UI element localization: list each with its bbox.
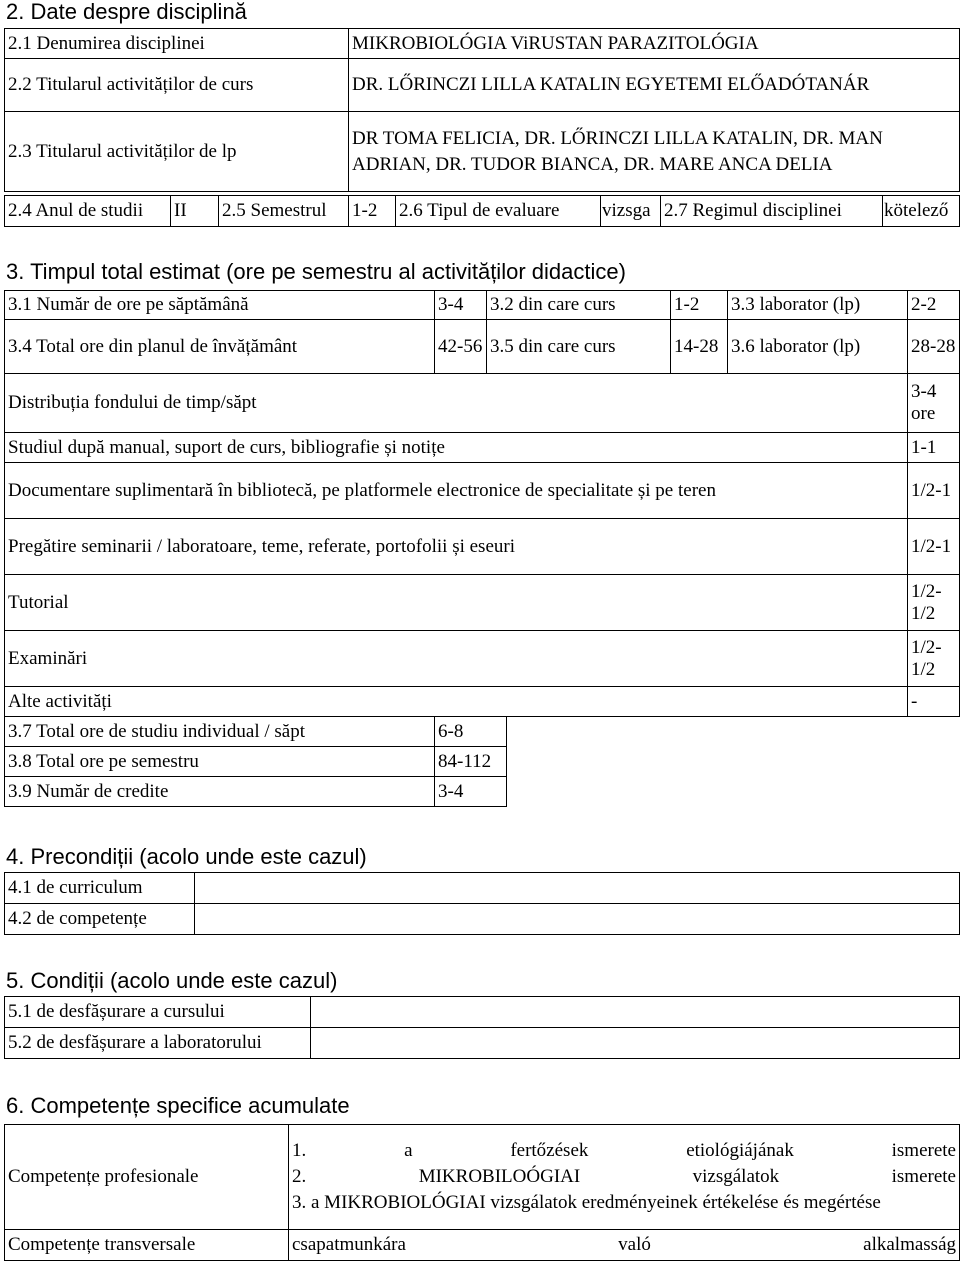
activity-label: Pregătire seminarii / laboratoare, teme, referate, portofolii și eseuri <box>5 519 908 575</box>
precondition-value <box>195 904 960 935</box>
total-value: 3-4 <box>435 777 507 807</box>
lab-holder-label: 2.3 Titularul activităților de lp <box>5 112 349 192</box>
activity-value: 1/2-1/2 <box>908 631 960 687</box>
total-course-value: 14-28 <box>671 320 728 374</box>
semester-value: 1-2 <box>349 196 396 227</box>
precondition-value <box>195 873 960 904</box>
condition-value <box>311 1028 960 1059</box>
distribution-value: 3-4 ore <box>908 374 960 433</box>
activity-label: Documentare suplimentară în bibliotecă, pe platformele electronice de specialitate și pe teren <box>5 463 908 519</box>
total-label: 3.9 Număr de credite <box>5 777 435 807</box>
totals-table <box>4 716 960 807</box>
weekly-lab-value: 2-2 <box>908 291 960 320</box>
professional-competences-label: Competențe profesionale <box>5 1125 289 1230</box>
evaluation-type-label: 2.6 Tipul de evaluare <box>396 196 601 227</box>
total-value: 84-112 <box>435 747 507 777</box>
time-table <box>4 290 960 374</box>
section-4-heading: 4. Precondiții (acolo unde este cazul) <box>6 844 367 869</box>
section-2-heading: 2. Date despre disciplină <box>6 0 247 24</box>
section-6-heading: 6. Competențe specifice acumulate <box>6 1093 350 1118</box>
total-value: 6-8 <box>435 717 507 747</box>
activity-value: 1/2-1 <box>908 463 960 519</box>
activity-value: 1/2-1 <box>908 519 960 575</box>
discipline-regime-value: kötelező <box>883 196 960 227</box>
activity-value: 1/2-1/2 <box>908 575 960 631</box>
course-holder-value: DR. LŐRINCZI LILLA KATALIN EGYETEMI ELŐADÓTANÁR <box>349 59 960 112</box>
total-hours-value: 42-56 <box>435 320 487 374</box>
distribution-label: Distribuția fondului de timp/săpt <box>5 374 908 433</box>
discipline-regime-label: 2.7 Regimul disciplinei <box>661 196 883 227</box>
weekly-hours-label: 3.1 Număr de ore pe săptămână <box>5 291 435 320</box>
weekly-hours-value: 3-4 <box>435 291 487 320</box>
precondition-label: 4.1 de curriculum <box>5 873 195 904</box>
precondition-label: 4.2 de competențe <box>5 904 195 935</box>
study-year-value: II <box>171 196 219 227</box>
blank-cell <box>507 747 960 777</box>
competence-line: 3. a MIKROBIOLÓGIAI vizsgálatok eredményeinek értékelése és megértése <box>292 1192 881 1213</box>
condition-label: 5.2 de desfășurare a laboratorului <box>5 1028 311 1059</box>
blank-cell <box>507 777 960 807</box>
semester-label: 2.5 Semestrul <box>219 196 349 227</box>
total-label: 3.7 Total ore de studiu individual / săpt <box>5 717 435 747</box>
condition-label: 5.1 de desfășurare a cursului <box>5 997 311 1028</box>
course-meta-table <box>4 195 960 227</box>
transversal-competences-value <box>289 1230 960 1261</box>
course-name-value: MIKROBIOLÓGIA ViRUSTAN PARAZITOLÓGIA <box>349 29 960 59</box>
conditions-table <box>4 996 960 1059</box>
weekly-lab-label: 3.3 laborator (lp) <box>728 291 908 320</box>
activity-label: Examinări <box>5 631 908 687</box>
section-5-heading: 5. Condiții (acolo unde este cazul) <box>6 968 338 993</box>
condition-value <box>311 997 960 1028</box>
section-3-heading: 3. Timpul total estimat (ore pe semestru al activităților didactice) <box>6 259 626 284</box>
blank-cell <box>507 717 960 747</box>
transversal-competences-text: csapatmunkára való alkalmasság <box>292 1234 956 1255</box>
activity-label: Alte activități <box>5 687 908 717</box>
total-label: 3.8 Total ore pe semestru <box>5 747 435 777</box>
professional-competences-list <box>289 1125 960 1230</box>
total-course-label: 3.5 din care curs <box>487 320 671 374</box>
activity-label: Studiul după manual, suport de curs, bibliografie și notițe <box>5 433 908 463</box>
activity-value: 1-1 <box>908 433 960 463</box>
weekly-course-label: 3.2 din care curs <box>487 291 671 320</box>
lab-holder-value: DR TOMA FELICIA, DR. LŐRINCZI LILLA KATALIN, DR. MAN ADRIAN, DR. TUDOR BIANCA, DR. MARE ANCA DELIA <box>349 112 960 192</box>
total-lab-value: 28-28 <box>908 320 960 374</box>
total-lab-label: 3.6 laborator (lp) <box>728 320 908 374</box>
course-data-table <box>4 28 960 192</box>
course-holder-label: 2.2 Titularul activităților de curs <box>5 59 349 112</box>
total-hours-label: 3.4 Total ore din planul de învățământ <box>5 320 435 374</box>
transversal-competences-label: Competențe transversale <box>5 1230 289 1261</box>
evaluation-type-value: vizsga <box>601 196 661 227</box>
activity-value: - <box>908 687 960 717</box>
competence-line: 2. MIKROBILOÓGIAI vizsgálatok ismerete <box>292 1166 956 1187</box>
activity-label: Tutorial <box>5 575 908 631</box>
competences-table <box>4 1124 960 1261</box>
course-name-label: 2.1 Denumirea disciplinei <box>5 29 349 59</box>
distribution-table <box>4 373 960 717</box>
weekly-course-value: 1-2 <box>671 291 728 320</box>
preconditions-table <box>4 872 960 935</box>
study-year-label: 2.4 Anul de studii <box>5 196 171 227</box>
competence-line: 1. a fertőzések etiológiájának ismerete <box>292 1140 956 1161</box>
